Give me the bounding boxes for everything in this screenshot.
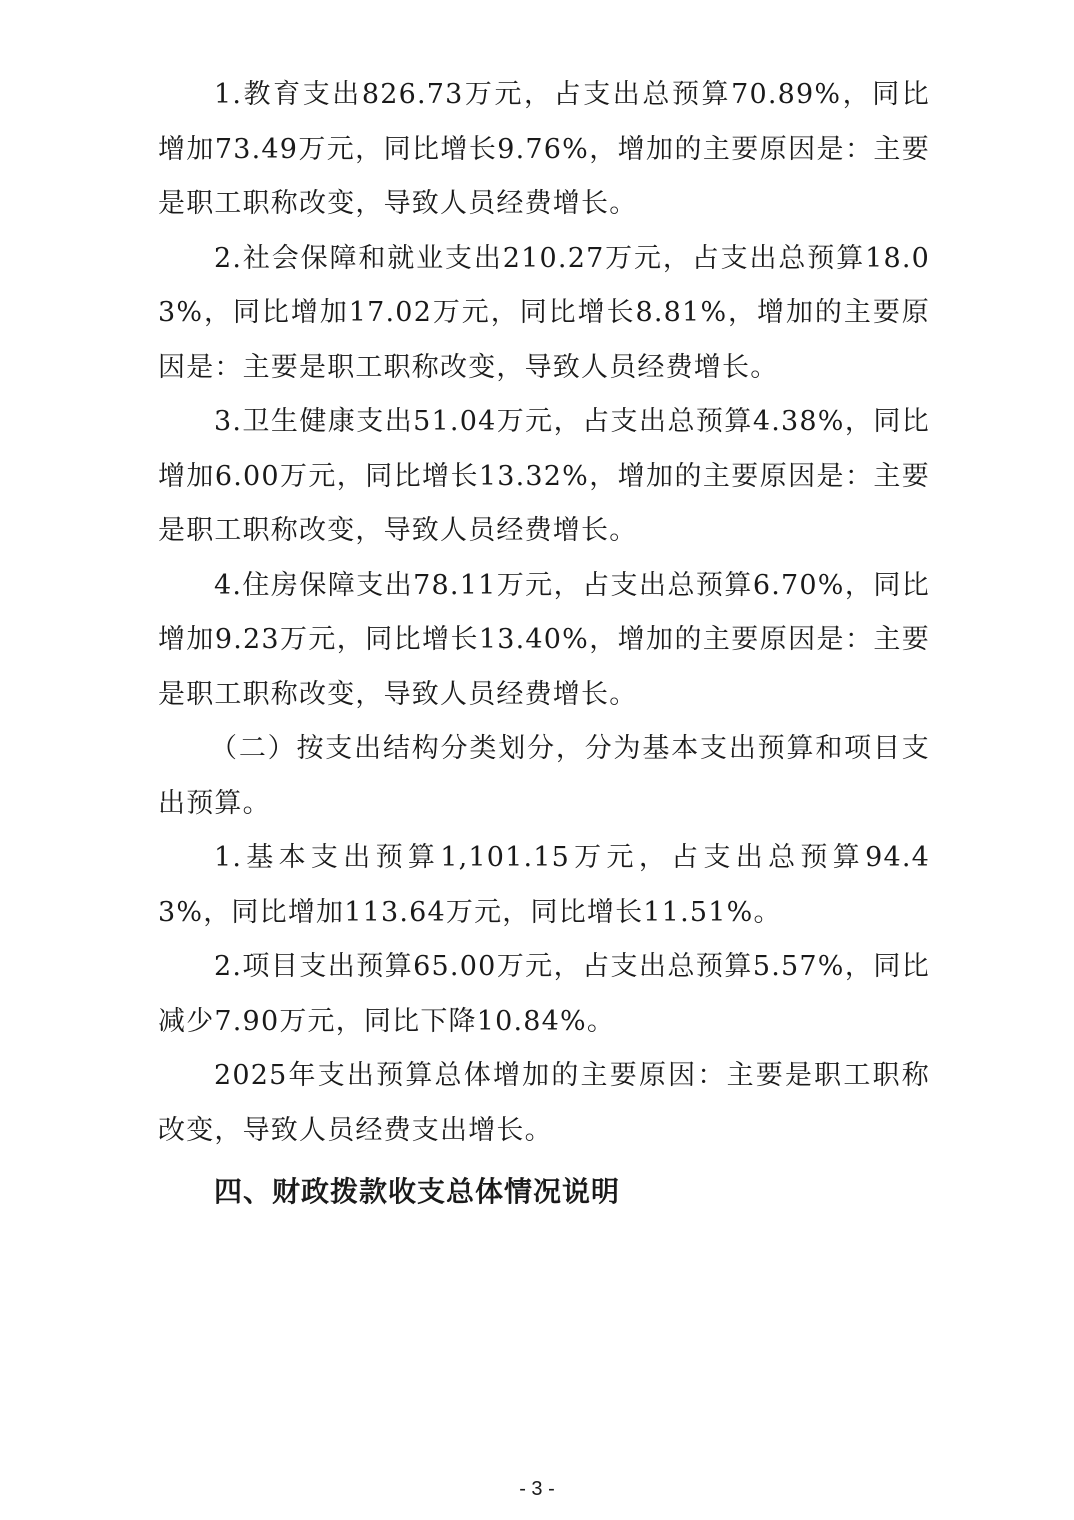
paragraph-housing: 4.住房保障支出78.11万元，占支出总预算6.70%，同比增加9.23万元，同比增长13.40%，增加的主要原因是：主要是职工职称改变，导致人员经费增长。 (158, 569, 930, 710)
paragraph-health: 3.卫生健康支出51.04万元，占支出总预算4.38%，同比增加6.00万元，同比增长13.32%，增加的主要原因是：主要是职工职称改变，导致人员经费增长。 (158, 406, 930, 546)
paragraph-project-expenditure: 2.项目支出预算65.00万元，占支出总预算5.57%，同比减少7.90万元，同比下降10.84%。 (158, 951, 930, 1037)
paragraph-social-security: 2.社会保障和就业支出210.27万元，占支出总预算18.03%，同比增加17.02万元，同比增长8.81%，增加的主要原因是：主要是职工职称改变，导致人员经费增长。 (158, 242, 930, 383)
page-number: - 3 - (519, 1478, 555, 1500)
body-text (158, 68, 930, 1158)
paragraph-overall-reason: 2025年支出预算总体增加的主要原因：主要是职工职称改变，导致人员经费支出增长。 (158, 1060, 930, 1146)
section-heading: 四、财政拨款收支总体情况说明 (214, 1175, 621, 1208)
paragraph-structure-classification: （二）按支出结构分类划分，分为基本支出预算和项目支出预算。 (158, 733, 930, 819)
paragraph-basic-expenditure: 1.基本支出预算1,101.15万元，占支出总预算94.43%，同比增加113.64万元，同比增长11.51%。 (158, 842, 930, 928)
paragraph-education: 1.教育支出826.73万元，占支出总预算70.89%，同比增加73.49万元，同比增长9.76%，增加的主要原因是：主要是职工职称改变，导致人员经费增长。 (158, 79, 930, 219)
